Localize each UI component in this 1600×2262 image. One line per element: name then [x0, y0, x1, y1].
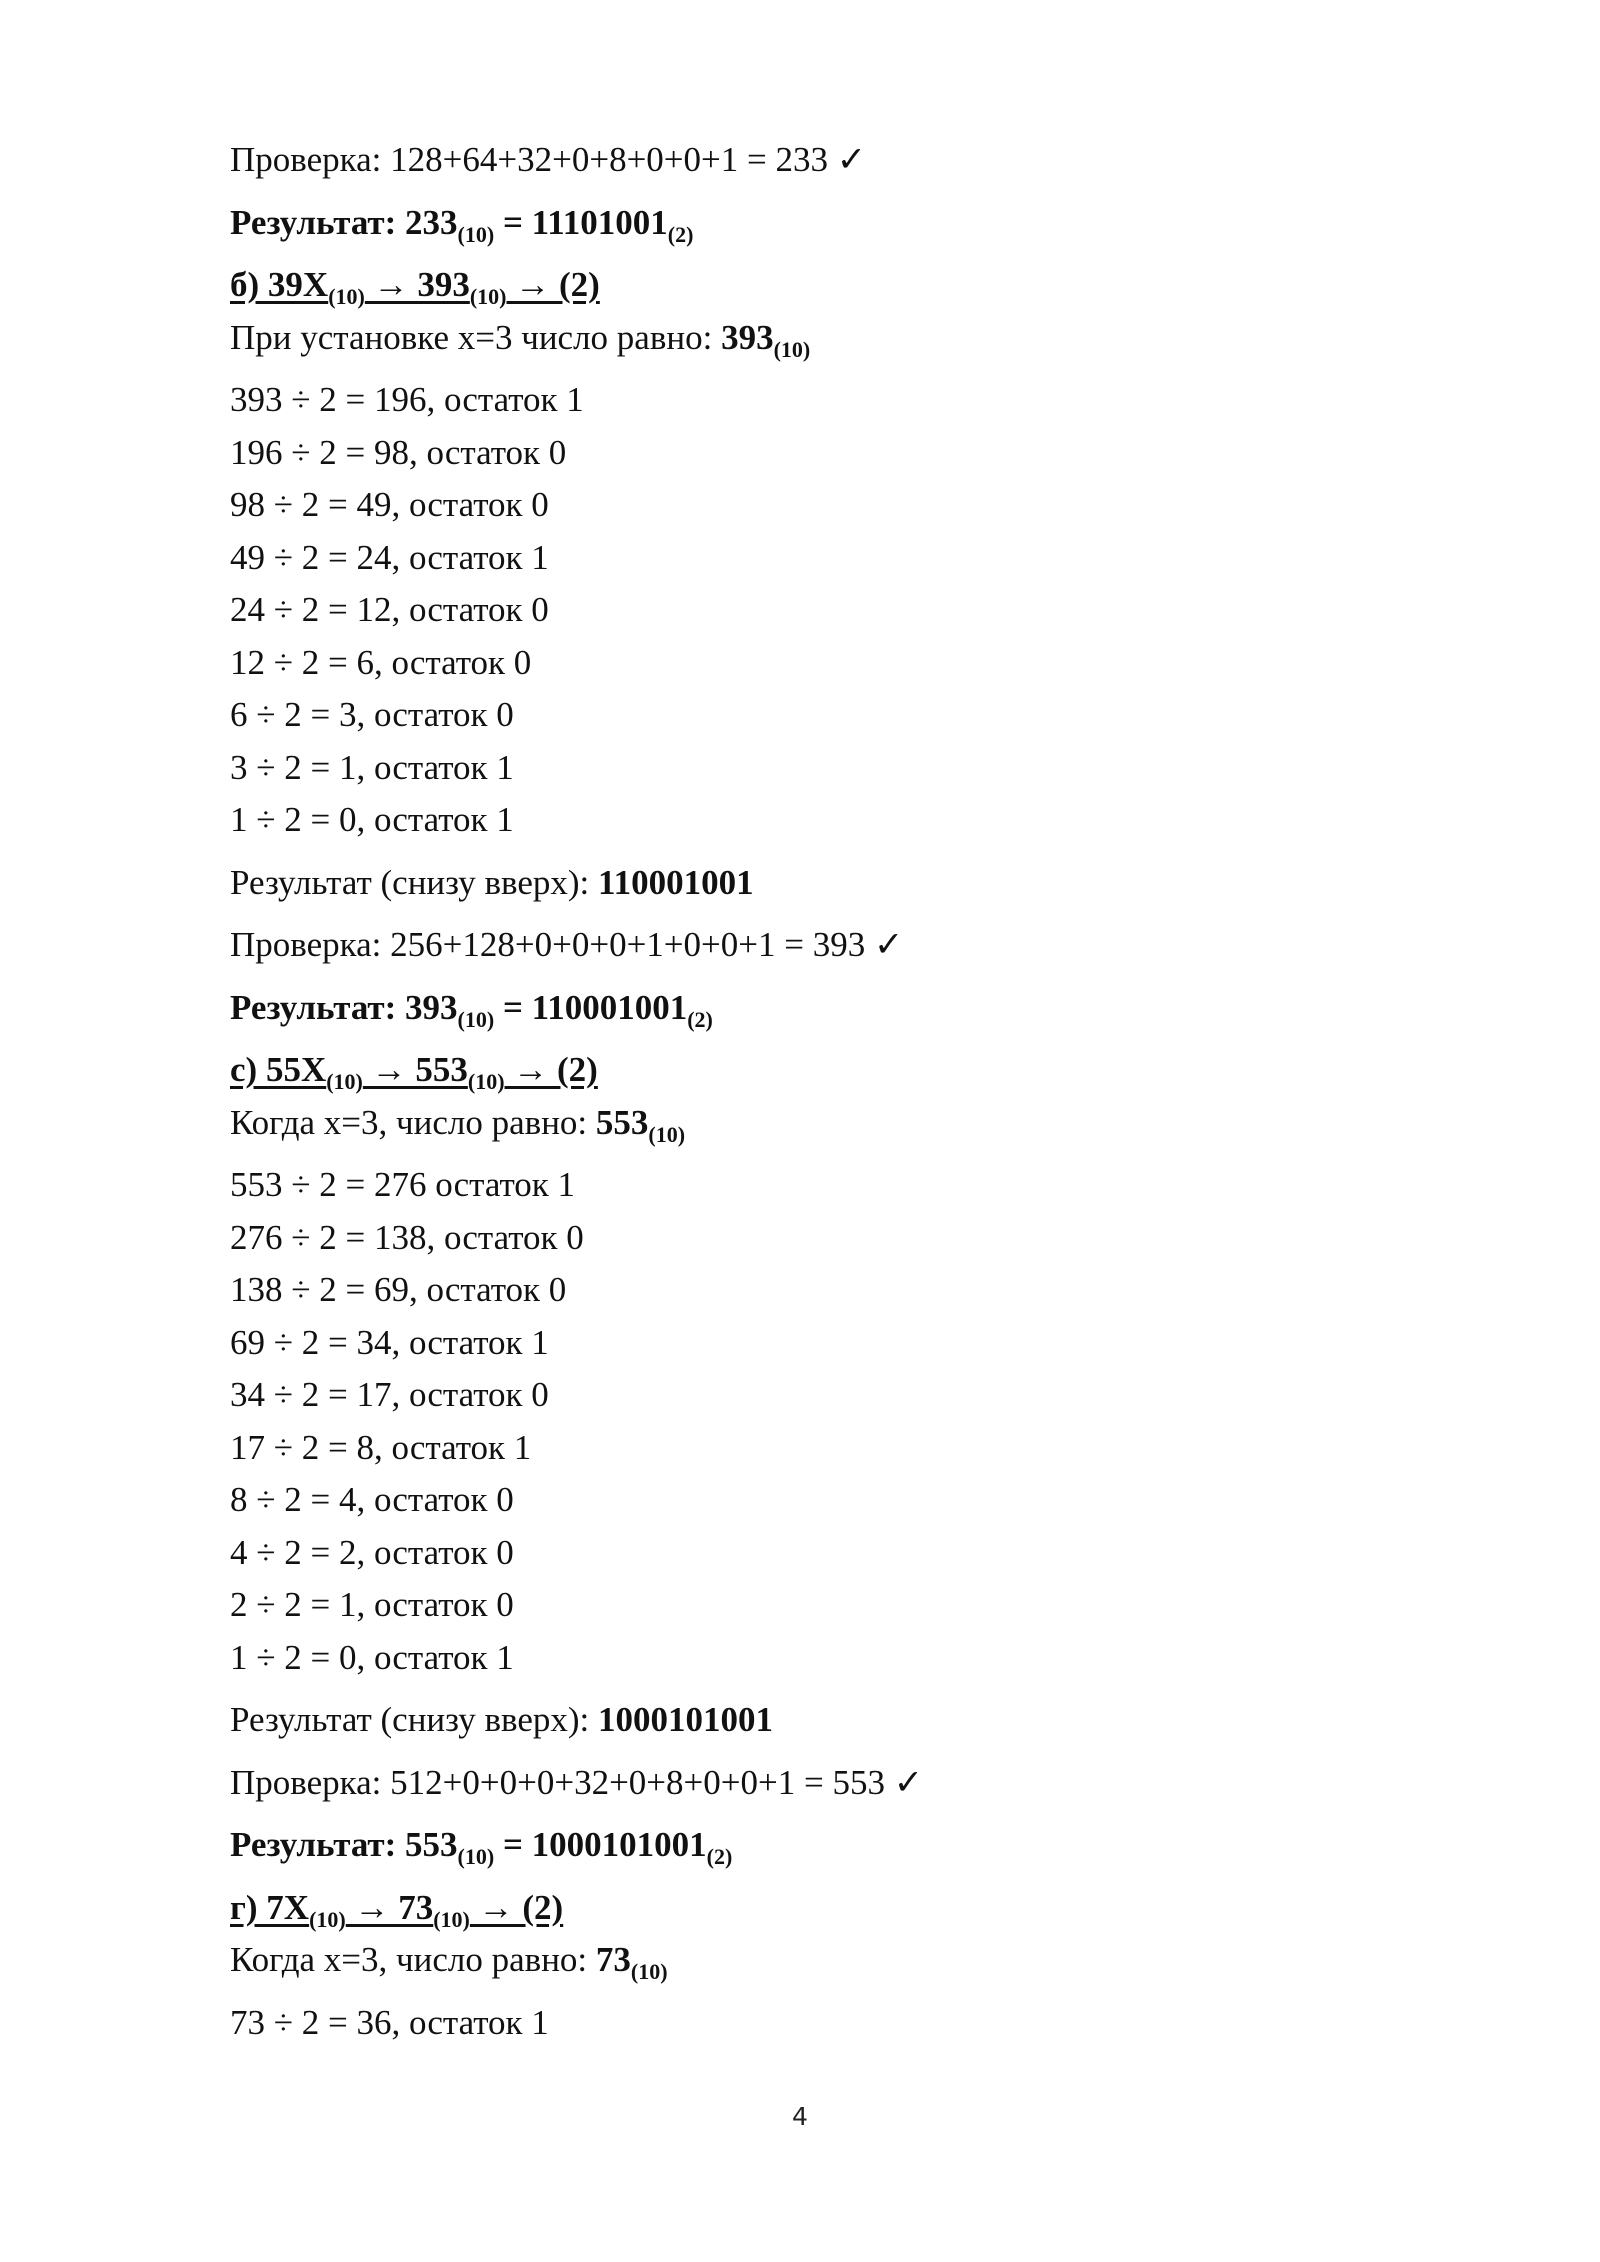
- check-line-233: Проверка: 128+64+32+0+8+0+0+1 = 233 ✓: [230, 140, 867, 179]
- heading-arrow: → (2): [504, 1050, 598, 1089]
- division-step: 553 ÷ 2 = 276 остаток 1: [230, 1165, 576, 1204]
- heading-prefix: г) 7X: [230, 1887, 310, 1927]
- division-step: 17 ÷ 2 = 8, остаток 1: [230, 1427, 532, 1467]
- intro-line-393: [230, 312, 1390, 365]
- base-subscript: (10): [457, 1844, 495, 1869]
- equals-sign: =: [494, 987, 532, 1027]
- division-step: 6 ÷ 2 = 3, остаток 0: [230, 695, 514, 734]
- base-subscript: (2): [706, 1844, 733, 1869]
- division-step: 3 ÷ 2 = 1, остаток 1: [230, 747, 514, 787]
- base-subscript: (2): [687, 1006, 713, 1032]
- heading-arrow: → (2): [469, 1887, 564, 1927]
- division-step: 12 ÷ 2 = 6, остаток 0: [230, 642, 532, 682]
- division-step: 73 ÷ 2 = 36, остаток 1: [230, 2002, 549, 2042]
- result-decimal-value: 393: [405, 987, 458, 1027]
- result-line-233: [230, 197, 1390, 250]
- division-step: 49 ÷ 2 = 24, остаток 1: [230, 537, 549, 577]
- heading-arrow: → 73: [345, 1887, 434, 1927]
- base-subscript: (10): [773, 336, 811, 362]
- page-number: 4: [792, 2102, 808, 2131]
- check-line-553: Проверка: 512+0+0+0+32+0+8+0+0+1 = 553 ✓: [230, 1762, 924, 1802]
- intro-text: Когда x=3, число равно:: [230, 1940, 596, 1979]
- intro-value: 393: [721, 317, 774, 357]
- base-subscript: (10): [469, 284, 507, 309]
- division-step: 393 ÷ 2 = 196, остаток 1: [230, 380, 584, 419]
- base-subscript: (10): [433, 1906, 470, 1932]
- base-subscript: (10): [309, 1906, 346, 1932]
- division-step: 138 ÷ 2 = 69, остаток 0: [230, 1270, 567, 1309]
- heading-prefix: б) 39X: [230, 265, 329, 304]
- check-line-393: Проверка: 256+128+0+0+0+1+0+0+1 = 393 ✓: [230, 925, 904, 964]
- result-binary-value: 110001001: [531, 987, 688, 1027]
- intro-text: Когда x=3, число равно:: [230, 1102, 596, 1142]
- bottom-up-label: Результат (снизу вверх):: [230, 1700, 599, 1739]
- intro-value: 553: [595, 1102, 649, 1142]
- division-step: 1 ÷ 2 = 0, остаток 1: [230, 800, 514, 839]
- division-steps-393: [230, 374, 1390, 847]
- division-step: 69 ÷ 2 = 34, остаток 1: [230, 1322, 549, 1362]
- equals-sign: =: [494, 1825, 532, 1864]
- heading-arrow: → 393: [364, 265, 470, 304]
- section-heading-b: [230, 259, 1390, 312]
- heading-arrow: → (2): [506, 265, 600, 304]
- intro-value: 73: [595, 1940, 631, 1979]
- division-step: 276 ÷ 2 = 138, остаток 0: [230, 1217, 584, 1257]
- bottom-up-label: Результат (снизу вверх):: [230, 862, 599, 902]
- result-line-393: [230, 982, 1390, 1035]
- division-step: 2 ÷ 2 = 1, остаток 0: [230, 1585, 514, 1624]
- base-subscript: (10): [648, 1121, 686, 1147]
- result-label: Результат:: [230, 987, 406, 1027]
- division-step: 4 ÷ 2 = 2, остаток 0: [230, 1532, 514, 1572]
- base-subscript: (2): [667, 221, 694, 247]
- section-heading-c: [230, 1044, 1390, 1097]
- division-steps-73: [230, 1997, 1390, 2050]
- bottom-up-result-393: [230, 857, 1390, 910]
- result-label: Результат:: [230, 202, 406, 242]
- bottom-up-value: 1000101001: [598, 1700, 774, 1739]
- result-decimal-value: 233: [405, 202, 458, 242]
- division-step: 1 ÷ 2 = 0, остаток 1: [230, 1637, 514, 1677]
- division-step: 196 ÷ 2 = 98, остаток 0: [230, 432, 567, 472]
- division-step: 8 ÷ 2 = 4, остаток 0: [230, 1480, 514, 1519]
- base-subscript: (10): [457, 221, 495, 247]
- section-heading-g: [230, 1882, 1390, 1935]
- division-step: 98 ÷ 2 = 49, остаток 0: [230, 485, 549, 524]
- base-subscript: (10): [328, 284, 365, 309]
- base-subscript: (10): [630, 1959, 668, 1984]
- result-binary-value: 11101001: [531, 202, 668, 242]
- intro-line-73: [230, 1934, 1390, 1987]
- result-label: Результат:: [230, 1825, 406, 1864]
- base-subscript: (10): [467, 1069, 505, 1094]
- base-subscript: (10): [326, 1069, 363, 1094]
- division-step: 34 ÷ 2 = 17, остаток 0: [230, 1375, 549, 1414]
- bottom-up-value: 110001001: [598, 862, 754, 902]
- intro-text: При установке x=3 число равно:: [230, 317, 722, 357]
- equals-sign: =: [494, 202, 532, 242]
- division-steps-553: [230, 1159, 1390, 1684]
- result-binary-value: 1000101001: [531, 1825, 707, 1864]
- base-subscript: (10): [457, 1006, 495, 1032]
- intro-line-553: [230, 1097, 1390, 1150]
- division-step: 24 ÷ 2 = 12, остаток 0: [230, 590, 549, 629]
- result-line-553: [230, 1819, 1390, 1872]
- result-decimal-value: 553: [405, 1825, 458, 1864]
- heading-prefix: c) 55X: [230, 1050, 327, 1089]
- heading-arrow: → 553: [362, 1050, 468, 1089]
- bottom-up-result-553: [230, 1694, 1390, 1747]
- page-content: [230, 134, 1390, 2049]
